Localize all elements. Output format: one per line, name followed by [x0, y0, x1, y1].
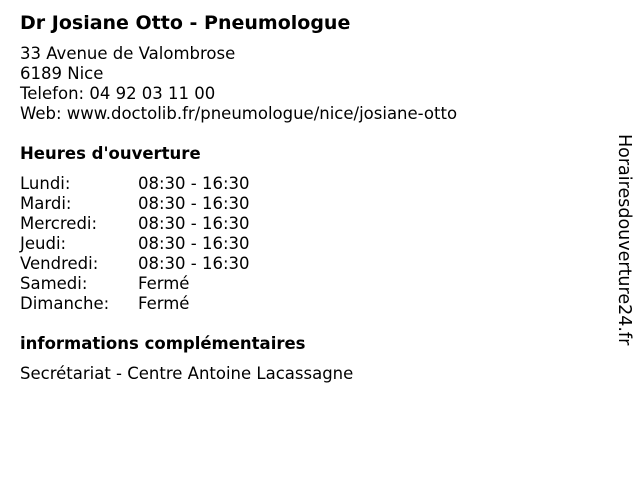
- hours-row-tuesday: [20, 194, 320, 214]
- site-watermark: Horairesdouverture24.fr: [614, 134, 634, 346]
- day-label: Lundi:: [20, 174, 71, 193]
- contact-block: [20, 44, 457, 124]
- hours-value: Fermé: [138, 274, 190, 293]
- opening-hours-heading: Heures d'ouverture: [20, 144, 201, 163]
- opening-hours-table: [20, 174, 320, 314]
- hours-row-friday: [20, 254, 320, 274]
- hours-value: 08:30 - 16:30: [138, 234, 250, 253]
- street-address: 33 Avenue de Valombrose: [20, 44, 236, 63]
- hours-value: 08:30 - 16:30: [138, 254, 250, 273]
- phone-number: Telefon: 04 92 03 11 00: [20, 84, 216, 103]
- hours-row-saturday: [20, 274, 320, 294]
- website-link[interactable]: Web: www.doctolib.fr/pneumologue/nice/josiane-otto: [20, 104, 458, 123]
- day-label: Vendredi:: [20, 254, 99, 273]
- day-label: Mercredi:: [20, 214, 98, 233]
- hours-value: 08:30 - 16:30: [138, 214, 250, 233]
- hours-value: Fermé: [138, 294, 190, 313]
- additional-info-text: Secrétariat - Centre Antoine Lacassagne: [20, 364, 354, 383]
- day-label: Mardi:: [20, 194, 72, 213]
- day-label: Dimanche:: [20, 294, 110, 313]
- hours-row-thursday: [20, 234, 320, 254]
- additional-info-heading: informations complémentaires: [20, 334, 306, 353]
- postal-city: 6189 Nice: [20, 64, 104, 83]
- hours-row-sunday: [20, 294, 320, 314]
- page-title: Dr Josiane Otto - Pneumologue: [20, 12, 351, 34]
- day-label: Samedi:: [20, 274, 88, 293]
- hours-row-monday: [20, 174, 320, 194]
- hours-value: 08:30 - 16:30: [138, 194, 250, 213]
- hours-value: 08:30 - 16:30: [138, 174, 250, 193]
- hours-row-wednesday: [20, 214, 320, 234]
- day-label: Jeudi:: [20, 234, 67, 253]
